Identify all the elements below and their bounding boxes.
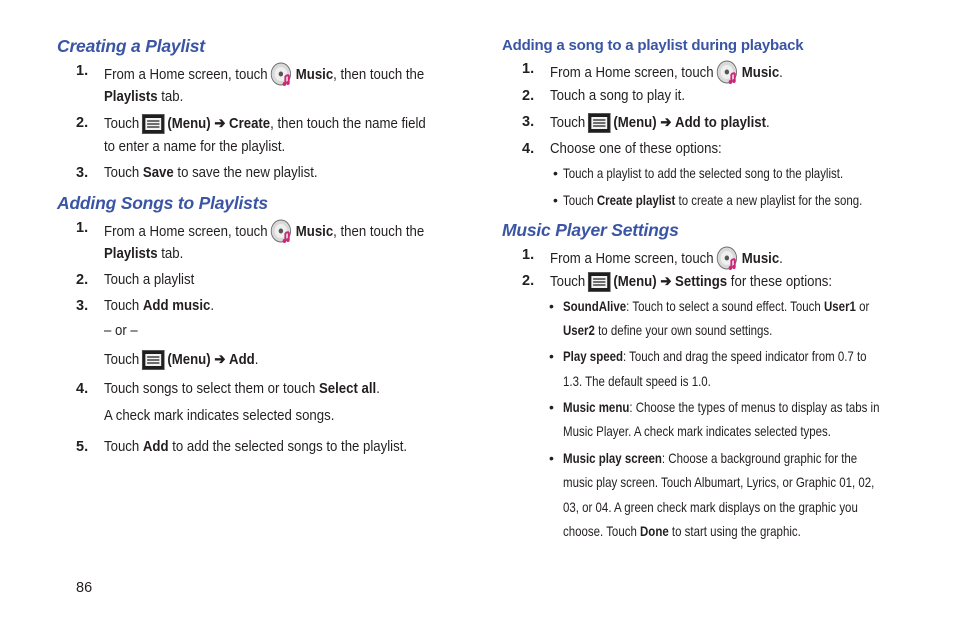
- bullet-dot: •: [549, 399, 554, 415]
- step-text-cont: A check mark indicates selected songs.: [104, 407, 335, 424]
- bullet-text-cont: User2 to define your own sound settings.: [563, 322, 773, 338]
- bullet-text: Music play screen: Choose a background graphic for the: [563, 450, 858, 466]
- step-text: Touch Add music.: [104, 297, 215, 314]
- step-text: Touch Add to add the selected songs to the playlist.: [104, 438, 408, 455]
- step-text: From a Home screen, touch Music, then touch the: [104, 62, 424, 88]
- step-text: From a Home screen, touch Music.: [550, 60, 783, 86]
- step-number: 1.: [76, 63, 89, 79]
- step-number: 1.: [76, 220, 89, 236]
- music-app-icon: [270, 62, 293, 88]
- or-separator: – or –: [104, 322, 138, 339]
- heading-creating-playlist: Creating a Playlist: [57, 36, 205, 56]
- step-number: 1.: [522, 247, 535, 263]
- step-number: 4.: [522, 141, 535, 157]
- bullet-text: Touch a playlist to add the selected song to the playlist.: [563, 165, 844, 181]
- music-app-icon: [270, 219, 293, 245]
- step-text: Touch (Menu) ➔ Create, then touch the name field: [104, 114, 426, 134]
- bullet-text-cont: music play screen. Touch Albumart, Lyrics, or Graphic 01, 02,: [563, 474, 875, 490]
- step-text: Touch songs to select them or touch Select all.: [104, 380, 380, 397]
- bullet-text-cont: 03, or 04. A green check mark displays on the graphic you: [563, 499, 858, 515]
- music-app-icon: [716, 246, 739, 272]
- heading-adding-songs: Adding Songs to Playlists: [57, 193, 268, 213]
- bullet-text-cont: Music Player. A check mark indicates selected types.: [563, 423, 831, 439]
- step-number: 3.: [76, 298, 89, 314]
- step-number: 2.: [522, 88, 535, 104]
- bullet-dot: •: [553, 192, 558, 208]
- bullet-text: Music menu: Choose the types of menus to display as tabs in: [563, 399, 880, 415]
- menu-key-icon: [142, 350, 165, 370]
- step-text: Touch (Menu) ➔ Settings for these options:: [550, 272, 832, 292]
- bullet-dot: •: [549, 450, 554, 466]
- step-text-alt: Touch (Menu) ➔ Add.: [104, 350, 258, 370]
- step-text-cont: Playlists tab.: [104, 88, 184, 105]
- step-number: 2.: [522, 273, 535, 289]
- bullet-text: SoundAlive: Touch to select a sound effect. Touch User1 or: [563, 298, 870, 314]
- step-text: Touch a song to play it.: [550, 87, 686, 104]
- heading-music-player-settings: Music Player Settings: [502, 220, 679, 240]
- bullet-text: Play speed: Touch and drag the speed indicator from 0.7 to: [563, 348, 867, 364]
- step-text-cont: to enter a name for the playlist.: [104, 138, 286, 155]
- step-number: 2.: [76, 272, 89, 288]
- menu-key-icon: [142, 114, 165, 134]
- step-text: Touch a playlist: [104, 271, 195, 288]
- menu-key-icon: [588, 113, 611, 133]
- bullet-text-cont: choose. Touch Done to start using the graphic.: [563, 523, 801, 539]
- step-text: Touch Save to save the new playlist.: [104, 164, 318, 181]
- step-number: 3.: [76, 165, 89, 181]
- page-number: 86: [76, 580, 93, 596]
- menu-key-icon: [588, 272, 611, 292]
- step-text: Choose one of these options:: [550, 140, 722, 157]
- bullet-text: Touch Create playlist to create a new playlist for the song.: [563, 192, 863, 208]
- bullet-dot: •: [553, 165, 558, 181]
- step-text: From a Home screen, touch Music, then touch the: [104, 219, 424, 245]
- bullet-dot: •: [549, 298, 554, 314]
- step-number: 1.: [522, 61, 535, 77]
- step-number: 3.: [522, 114, 535, 130]
- step-text: Touch (Menu) ➔ Add to playlist.: [550, 113, 770, 133]
- heading-during-playback: Adding a song to a playlist during playback: [502, 37, 804, 54]
- step-number: 2.: [76, 115, 89, 131]
- step-number: 5.: [76, 439, 89, 455]
- step-text: From a Home screen, touch Music.: [550, 246, 783, 272]
- bullet-text-cont: 1.3. The default speed is 1.0.: [563, 373, 711, 389]
- step-text-cont: Playlists tab.: [104, 245, 184, 262]
- step-number: 4.: [76, 381, 89, 397]
- music-app-icon: [716, 60, 739, 86]
- bullet-dot: •: [549, 348, 554, 364]
